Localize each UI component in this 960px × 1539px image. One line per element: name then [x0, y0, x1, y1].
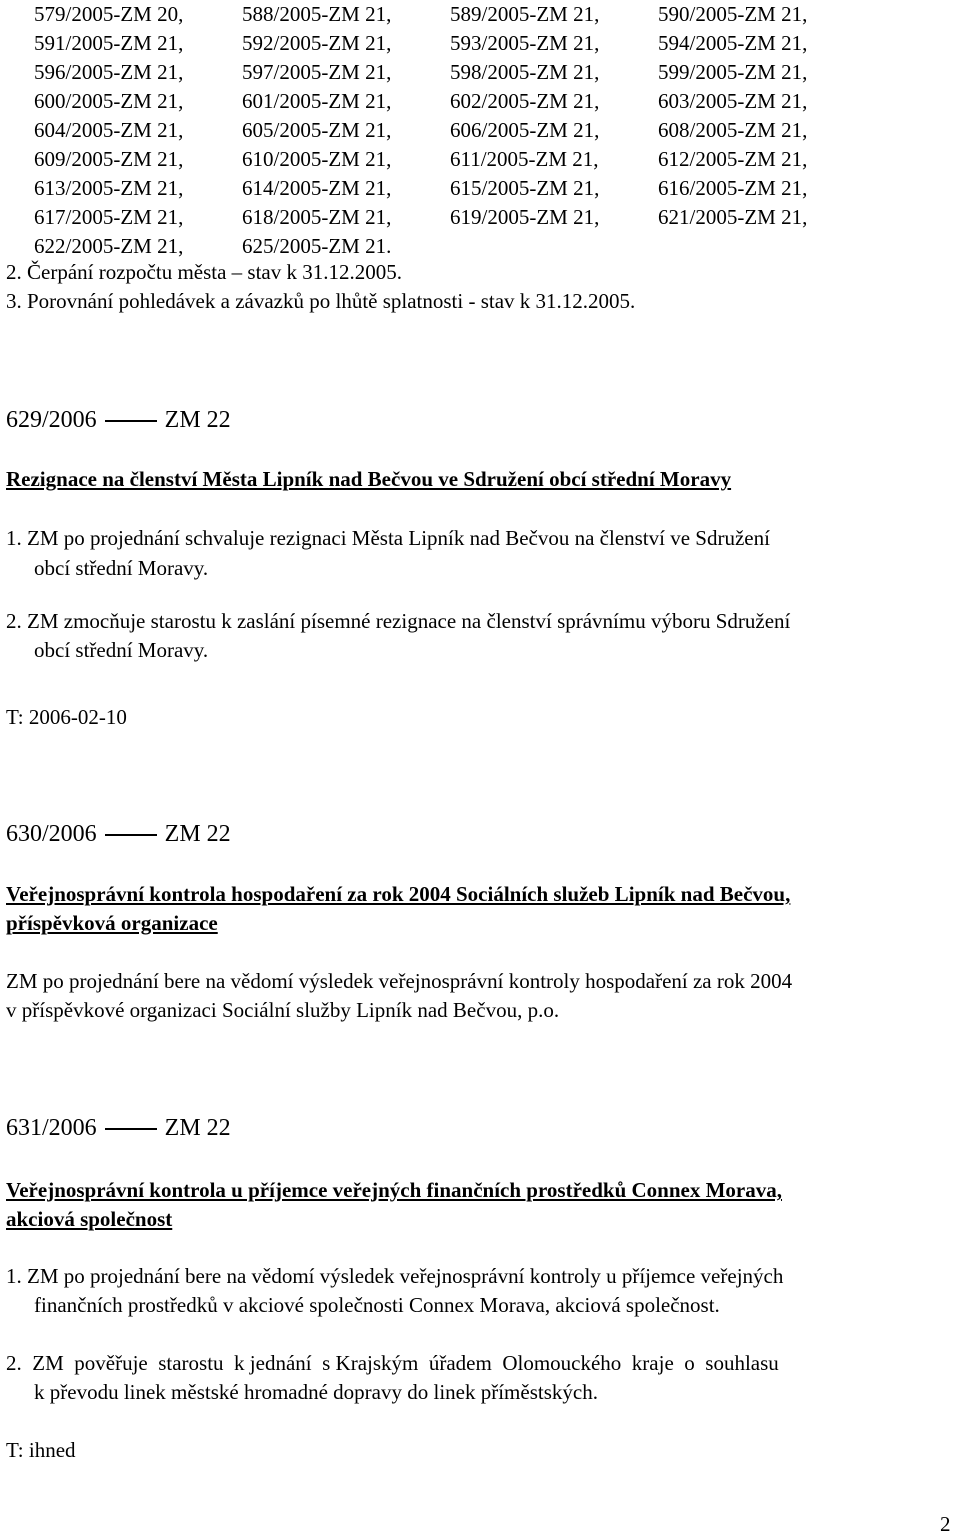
- resolution-629-heading: [6, 406, 231, 435]
- heading-dash: [105, 420, 157, 422]
- resolution-631-term: T: ihned: [6, 1438, 76, 1462]
- resolution-number-cell: 622/2005-ZM 21,: [34, 234, 184, 258]
- resolution-631-point-2-cont: k převodu linek městské hromadné dopravy do linek příměstských.: [34, 1380, 598, 1404]
- resolution-630-text: ZM po projednání bere na vědomí výsledek veřejnosprávní kontroly hospodaření za rok 2004: [6, 969, 793, 993]
- resolution-631-point-1: 1. ZM po projednání bere na vědomí výsledek veřejnosprávní kontroly u příjemce veřejných: [6, 1264, 784, 1288]
- resolution-630-heading: [6, 820, 231, 849]
- resolution-number-cell: 594/2005-ZM 21,: [658, 31, 808, 55]
- resolution-number-cell: 619/2005-ZM 21,: [450, 205, 600, 229]
- resolution-629-point-1-cont: obcí střední Moravy.: [34, 556, 209, 580]
- resolution-629-subject: Rezignace na členství Města Lipník nad Bečvou ve Sdružení obcí střední Moravy: [6, 467, 732, 491]
- resolution-number-cell: 611/2005-ZM 21,: [450, 147, 599, 171]
- resolution-number-cell: 604/2005-ZM 21,: [34, 118, 184, 142]
- resolution-number: 630/2006: [6, 821, 97, 847]
- resolution-number-cell: 589/2005-ZM 21,: [450, 2, 600, 26]
- resolution-number-cell: 597/2005-ZM 21,: [242, 60, 392, 84]
- resolution-631-subject-cont: akciová společnost: [6, 1207, 173, 1231]
- resolution-number-cell: 621/2005-ZM 21,: [658, 205, 808, 229]
- resolution-number-cell: 592/2005-ZM 21,: [242, 31, 392, 55]
- page-number: 2: [940, 1512, 951, 1536]
- heading-dash: [105, 1128, 157, 1130]
- resolution-number-cell: 609/2005-ZM 21,: [34, 147, 184, 171]
- resolution-number-cell: 599/2005-ZM 21,: [658, 60, 808, 84]
- resolution-number-cell: 602/2005-ZM 21,: [450, 89, 600, 113]
- resolution-631-point-2: 2. ZM pověřuje starostu k jednání s Krajským úřadem Olomouckého kraje o souhlasu: [6, 1351, 779, 1375]
- resolution-630-subject: Veřejnosprávní kontrola hospodaření za rok 2004 Sociálních služeb Lipník nad Bečvou,: [6, 882, 791, 906]
- resolution-session: ZM 22: [164, 1115, 231, 1141]
- resolution-number-cell: 605/2005-ZM 21,: [242, 118, 392, 142]
- resolution-631-heading: [6, 1114, 231, 1143]
- resolution-number-cell: 606/2005-ZM 21,: [450, 118, 600, 142]
- resolution-number-cell: 591/2005-ZM 21,: [34, 31, 184, 55]
- resolution-number-cell: 608/2005-ZM 21,: [658, 118, 808, 142]
- resolution-number-cell: 603/2005-ZM 21,: [658, 89, 808, 113]
- resolution-629-term: T: 2006-02-10: [6, 705, 127, 729]
- resolution-629-point-1: 1. ZM po projednání schvaluje rezignaci Města Lipník nad Bečvou na členství ve Sdružení: [6, 526, 770, 550]
- resolution-number-cell: 625/2005-ZM 21.: [242, 234, 392, 258]
- resolution-number-cell: 601/2005-ZM 21,: [242, 89, 392, 113]
- resolution-number-cell: 615/2005-ZM 21,: [450, 176, 600, 200]
- item-receivables: 3. Porovnání pohledávek a závazků po lhůtě splatnosti - stav k 31.12.2005.: [6, 289, 636, 313]
- resolution-number-cell: 613/2005-ZM 21,: [34, 176, 184, 200]
- resolution-631-subject: Veřejnosprávní kontrola u příjemce veřejných finančních prostředků Connex Morava,: [6, 1178, 783, 1202]
- resolution-629-point-2-cont: obcí střední Moravy.: [34, 638, 209, 662]
- resolution-session: ZM 22: [164, 821, 231, 847]
- resolution-session: ZM 22: [164, 407, 231, 433]
- resolution-number-cell: 590/2005-ZM 21,: [658, 2, 808, 26]
- resolution-number-cell: 598/2005-ZM 21,: [450, 60, 600, 84]
- resolution-number-cell: 588/2005-ZM 21,: [242, 2, 392, 26]
- resolution-number-cell: 600/2005-ZM 21,: [34, 89, 184, 113]
- resolution-number-cell: 614/2005-ZM 21,: [242, 176, 392, 200]
- resolution-number-cell: 617/2005-ZM 21,: [34, 205, 184, 229]
- item-budget: 2. Čerpání rozpočtu města – stav k 31.12.2005.: [6, 260, 403, 284]
- resolution-number-cell: 610/2005-ZM 21,: [242, 147, 392, 171]
- resolution-629-point-2: 2. ZM zmocňuje starostu k zaslání písemné rezignace na členství správnímu výboru Sdružení: [6, 609, 791, 633]
- resolution-number: 629/2006: [6, 407, 97, 433]
- resolution-number-cell: 616/2005-ZM 21,: [658, 176, 808, 200]
- resolution-631-point-1-cont: finančních prostředků v akciové společnosti Connex Morava, akciová společnost.: [34, 1293, 720, 1317]
- resolution-630-subject-cont: příspěvková organizace: [6, 911, 218, 935]
- resolution-number-cell: 593/2005-ZM 21,: [450, 31, 600, 55]
- resolution-number: 631/2006: [6, 1115, 97, 1141]
- resolution-number-cell: 618/2005-ZM 21,: [242, 205, 392, 229]
- resolution-number-cell: 596/2005-ZM 21,: [34, 60, 184, 84]
- resolution-number-cell: 579/2005-ZM 20,: [34, 2, 184, 26]
- resolution-630-text-cont: v příspěvkové organizaci Sociální služby Lipník nad Bečvou, p.o.: [6, 998, 560, 1022]
- resolution-number-cell: 612/2005-ZM 21,: [658, 147, 808, 171]
- heading-dash: [105, 834, 157, 836]
